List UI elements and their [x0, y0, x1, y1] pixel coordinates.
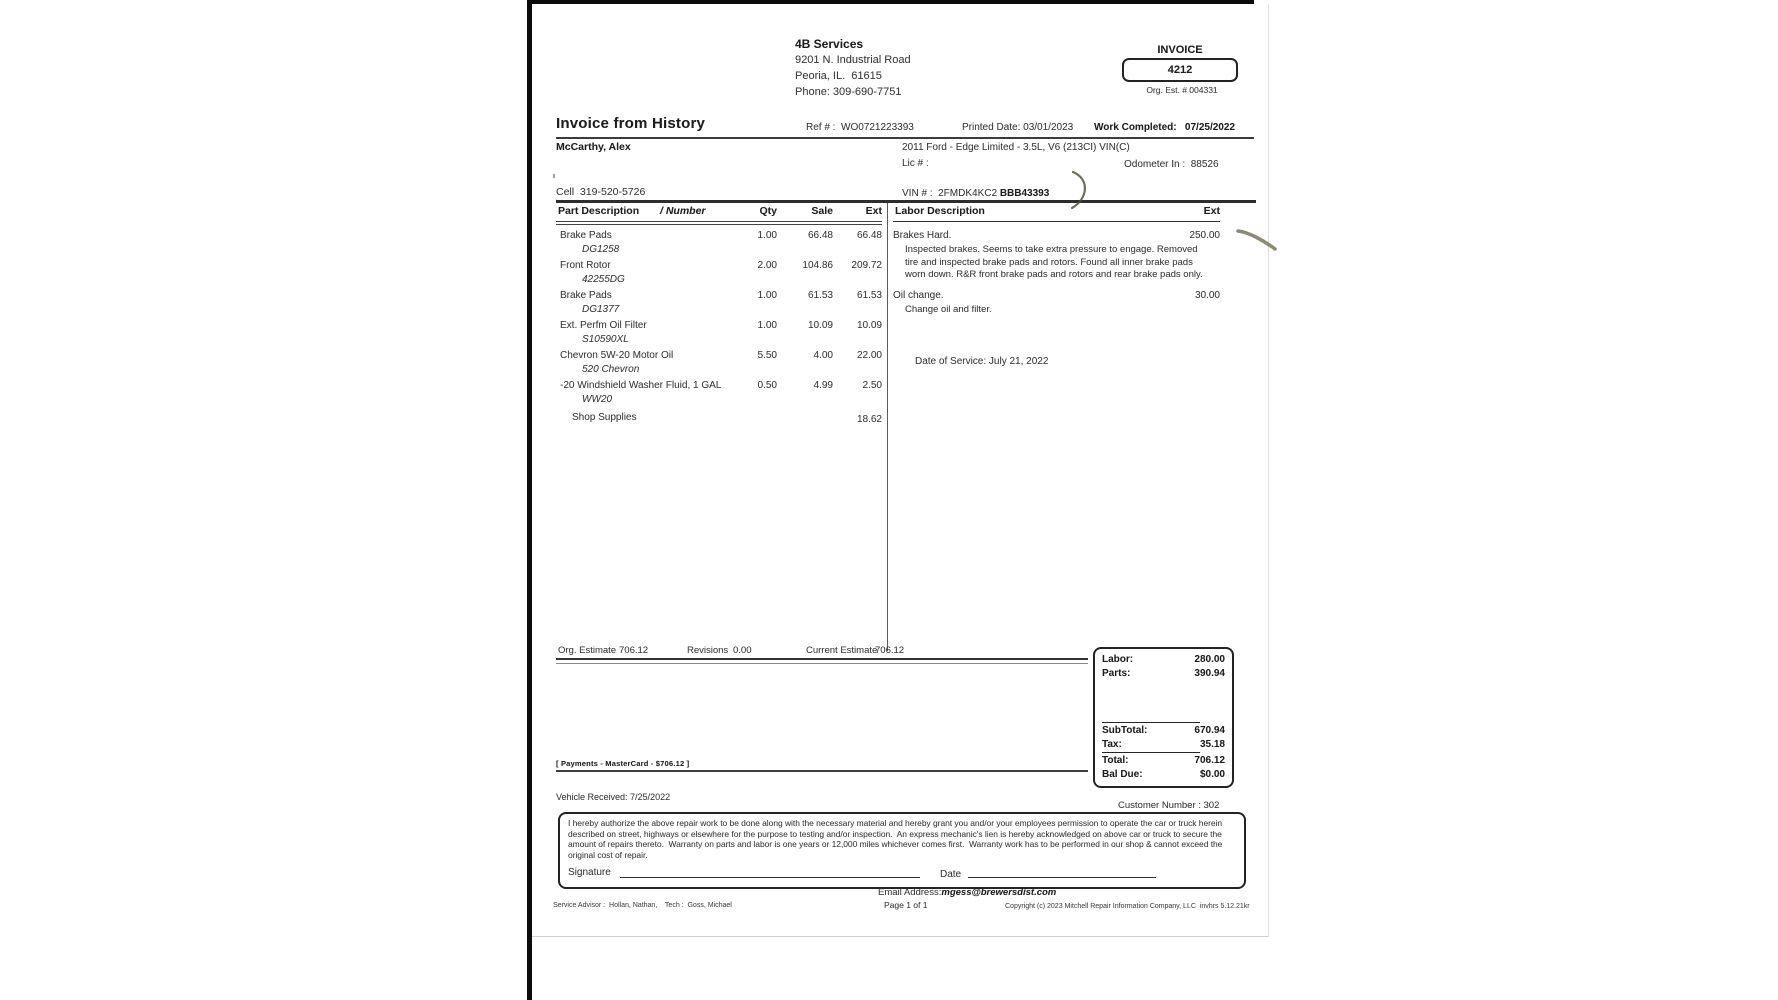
totals-labor-row: [1102, 653, 1225, 667]
divider-vehicle: [556, 200, 1256, 203]
table-row: [556, 230, 882, 255]
ref-number: Ref # : WO0721223393: [806, 122, 914, 133]
estimate-rule: [556, 658, 1088, 664]
copyright-line: Copyright (c) 2023 Mitchell Repair Information Company, LLC invhrs 5.12.21kr: [1005, 903, 1250, 910]
current-estimate-label: Current Estimate: [806, 645, 878, 656]
part-qty: 1.00: [757, 230, 777, 241]
date-of-service: Date of Service: July 21, 2022: [915, 356, 1049, 367]
part-sale: 4.00: [813, 350, 833, 361]
shop-supplies-label: Shop Supplies: [572, 412, 637, 423]
pen-mark-swoosh: [1236, 226, 1278, 254]
labor-name: Oil change.: [893, 289, 944, 301]
labor-detail: Inspected brakes. Seems to take extra pressure to engage. Removed tire and inspected brake pads and rotors. Found all inner brake pads worn down. R&R front brake pads and rotors and rear brake pads only.: [905, 244, 1203, 280]
disclaimer-box: [558, 812, 1246, 889]
vin-suffix: BBB43393: [999, 188, 1050, 199]
totals-spacer: [1102, 680, 1225, 721]
printed-date: Printed Date: 03/01/2023: [962, 122, 1074, 133]
pen-mark-curve: [1066, 170, 1094, 210]
bal-due-label: Bal Due:: [1102, 768, 1143, 780]
part-name: Brake Pads: [560, 230, 612, 241]
customer-number: Customer Number : 302: [1118, 800, 1220, 811]
vehicle-received: Vehicle Received: 7/25/2022: [556, 792, 671, 802]
invoice-label: INVOICE: [1157, 44, 1203, 56]
subtotal-rule: [1102, 722, 1200, 723]
totals-tax-row: [1102, 738, 1225, 752]
part-sale: 61.53: [807, 290, 833, 301]
labor-table: [893, 205, 1220, 367]
vin-prefix: VIN # : 2FMDK4KC2: [902, 188, 1000, 199]
company-address-line2: Peoria, IL. 61615: [795, 70, 882, 82]
part-ext: 2.50: [862, 380, 882, 391]
subtotal-label: SubTotal:: [1102, 725, 1148, 736]
labor-item: [893, 230, 1220, 282]
date-line: [968, 877, 1156, 878]
part-name: Front Rotor: [560, 260, 611, 271]
part-number: 42255DG: [582, 274, 625, 285]
signature-label: Signature: [568, 867, 611, 879]
payments-rule: [556, 770, 1088, 772]
part-ext: 209.72: [851, 260, 882, 271]
estimate-row: [556, 645, 1088, 657]
part-number: DG1377: [582, 304, 620, 315]
tax-label: Tax:: [1102, 738, 1122, 750]
totals-box: [1093, 647, 1234, 788]
table-row: [556, 260, 882, 285]
subtotal-value: 670.94: [1194, 725, 1225, 736]
col-sale: Sale: [811, 205, 833, 217]
table-row: [556, 380, 882, 405]
bal-due-value: $0.00: [1199, 768, 1225, 780]
table-row: [556, 290, 882, 315]
tax-value: 35.18: [1199, 738, 1225, 750]
vin-number: [902, 188, 1049, 199]
revisions-value: 0.00: [733, 645, 752, 656]
payments-note: [ Payments - MasterCard - $706.12 ]: [556, 759, 690, 768]
totals-parts-value: 390.94: [1194, 667, 1225, 679]
email-label: Email Address:: [878, 887, 942, 898]
org-estimate-number: Org. Est. # 004331: [1146, 85, 1218, 95]
scan-border-left: [527, 0, 532, 1000]
company-phone: Phone: 309-690-7751: [795, 86, 902, 98]
part-ext: 61.53: [856, 290, 882, 301]
part-name: Chevron 5W-20 Motor Oil: [560, 350, 674, 361]
shop-supplies-ext: 18.62: [856, 414, 882, 425]
col-ext: Ext: [865, 205, 882, 217]
col-labor-ext: Ext: [1203, 205, 1220, 217]
signature-line: [620, 877, 920, 878]
labor-ext: 30.00: [1194, 289, 1220, 301]
customer-name: McCarthy, Alex: [556, 141, 631, 153]
company-header: [795, 36, 911, 100]
totals-labor-label: Labor:: [1102, 654, 1134, 665]
part-number: DG1258: [582, 244, 620, 255]
paper-edge-bottom: [532, 936, 1268, 937]
labor-item: [893, 290, 1220, 317]
col-part-description: Part Description: [558, 205, 640, 217]
odometer-in: Odometer In : 88526: [1124, 159, 1219, 170]
invoice-number-box: 4212: [1122, 58, 1238, 82]
scan-artifact: [553, 174, 555, 178]
part-sale: 10.09: [807, 320, 833, 331]
part-number: 520 Chevron: [582, 364, 640, 375]
totals-parts-label: Parts:: [1102, 667, 1131, 679]
totals-subtotal-row: [1102, 724, 1225, 738]
labor-table-header: [893, 205, 1220, 219]
part-number: S10590XL: [582, 334, 629, 345]
page-indicator: Page 1 of 1: [884, 900, 928, 910]
company-name: 4B Services: [795, 37, 864, 51]
parts-table: [556, 205, 882, 423]
total-rule: [1102, 752, 1200, 753]
part-number: WW20: [582, 394, 612, 405]
col-labor-description: Labor Description: [895, 205, 985, 217]
service-advisor-line: Service Advisor : Hollan, Nathan, Tech : Goss, Michael: [553, 902, 732, 909]
part-sale: 104.86: [802, 260, 833, 271]
labor-name: Brakes Hard.: [893, 230, 952, 241]
shop-supplies-row: [556, 412, 882, 423]
labor-detail: Change oil and filter.: [905, 303, 992, 315]
part-sale: 66.48: [807, 230, 833, 241]
page-title: Invoice from History: [556, 115, 706, 132]
parts-table-header: [556, 205, 882, 219]
paper-edge-right: [1268, 4, 1269, 937]
signature-row: [568, 867, 1236, 881]
col-qty: Qty: [759, 205, 777, 217]
revisions-label: Revisions: [687, 645, 729, 656]
part-name: Ext. Perfm Oil Filter: [560, 320, 647, 331]
part-qty: 1.00: [757, 290, 777, 301]
total-label: Total:: [1102, 755, 1129, 766]
totals-bal-due-row: [1102, 768, 1225, 782]
part-qty: 2.00: [757, 260, 777, 271]
totals-labor-value: 280.00: [1194, 654, 1225, 665]
scan-border-top: [527, 0, 1254, 4]
table-row: [556, 320, 882, 345]
part-sale: 4.99: [813, 380, 833, 391]
company-address-line1: 9201 N. Industrial Road: [795, 54, 911, 66]
part-qty: 1.00: [757, 320, 777, 331]
part-ext: 22.00: [856, 350, 882, 361]
parts-labor-divider: [887, 203, 888, 651]
part-name: -20 Windshield Washer Fluid, 1 GAL: [560, 380, 722, 391]
license-label: Lic # :: [902, 158, 929, 169]
divider-title: [556, 137, 1254, 139]
labor-header-rule: [893, 221, 1220, 222]
org-estimate-value: 706.12: [619, 645, 649, 656]
current-estimate-value: 706.12: [875, 645, 905, 656]
part-ext: 66.48: [856, 230, 882, 241]
totals-total-row: [1102, 754, 1225, 768]
date-label: Date: [940, 869, 962, 881]
totals-parts-row: [1102, 667, 1225, 681]
total-value: 706.12: [1194, 755, 1225, 766]
part-ext: 10.09: [856, 320, 882, 331]
work-completed: Work Completed: 07/25/2022: [1094, 122, 1235, 133]
labor-ext: 250.00: [1189, 230, 1220, 241]
col-part-number: / Number: [660, 205, 706, 217]
table-row: [556, 350, 882, 375]
part-qty: 5.50: [757, 350, 777, 361]
disclaimer-text: I hereby authorize the above repair work to be done along with the necessary material and hereby grant you and/or your employees permission to operate the car or truck herein described on street, highways or elsewhere for the purpose to testing and/or inspection. An express mechanic's lien is hereby acknowledged on above car or truck to secure the amount of repairs thereto. Warranty on parts and labor is one years or 12,000 miles whichever comes first. Warranty work has to be performed in our shop & cannot exceed the original cost of repair.: [568, 818, 1225, 860]
org-estimate-label: Org. Estimate: [558, 645, 617, 656]
email-address: mgess@brewersdist.com: [941, 887, 1057, 898]
vehicle-description: 2011 Ford - Edge Limited - 3.5L, V6 (213CI) VIN(C): [902, 142, 1130, 153]
part-qty: 0.50: [757, 380, 777, 391]
parts-header-rule: [556, 221, 882, 225]
part-name: Brake Pads: [560, 290, 612, 301]
customer-cell-phone: Cell 319-520-5726: [556, 186, 646, 198]
email-row: [878, 887, 1056, 898]
